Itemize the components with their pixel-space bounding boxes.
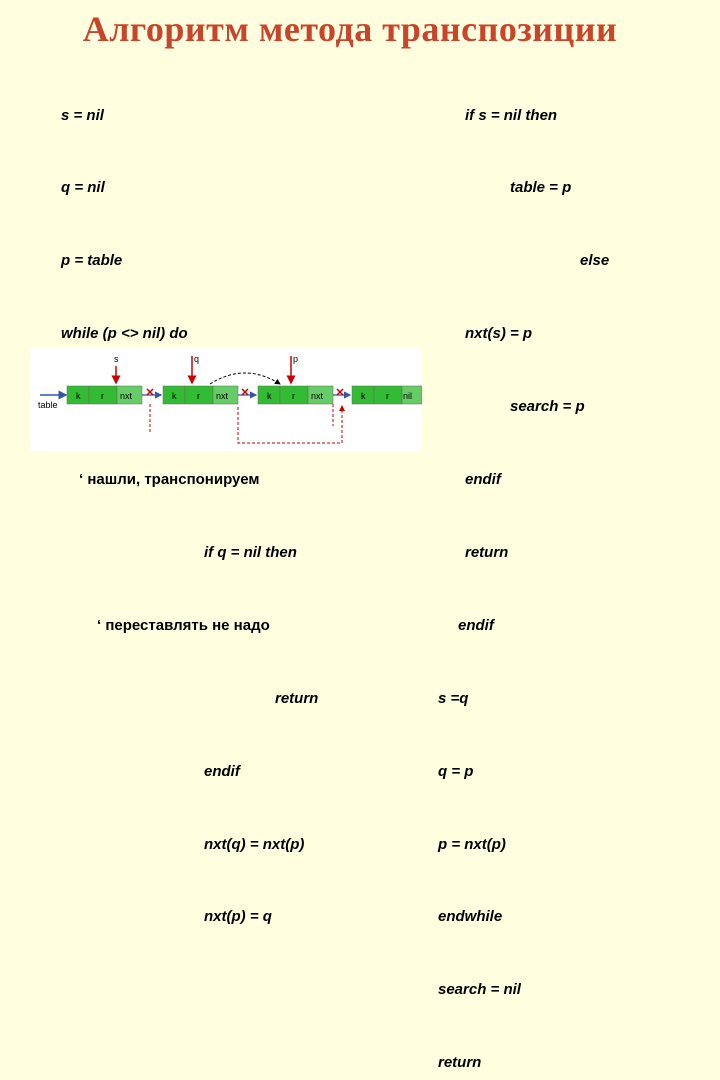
swap-arc bbox=[210, 373, 280, 384]
node-key: k bbox=[361, 391, 366, 401]
code-line: return bbox=[465, 543, 509, 561]
code-line: return bbox=[438, 1054, 482, 1072]
linked-list-diagram bbox=[30, 348, 422, 451]
node-record: r bbox=[101, 391, 104, 401]
code-line: s = nil bbox=[61, 106, 104, 124]
right-code-block bbox=[438, 55, 609, 1080]
node-link: nxt bbox=[120, 391, 133, 401]
code-line: else bbox=[580, 252, 610, 270]
code-comment: ‘ переставлять не надо bbox=[97, 616, 270, 634]
node-key: k bbox=[172, 391, 177, 401]
pointer-label-s: s bbox=[114, 354, 119, 364]
code-comment: ‘ нашли, транспонируем bbox=[79, 471, 260, 489]
code-line: if s = nil then bbox=[465, 106, 558, 124]
pointer-label-p: p bbox=[293, 354, 299, 364]
code-line: search = nil bbox=[438, 981, 521, 999]
code-line: endif bbox=[465, 471, 501, 489]
node-record: r bbox=[197, 391, 200, 401]
node-record: r bbox=[386, 391, 389, 401]
node-link: nil bbox=[403, 391, 413, 401]
node-link: nxt bbox=[311, 391, 324, 401]
code-line: if q = nil then bbox=[204, 543, 297, 561]
code-line: p = nxt(p) bbox=[438, 835, 506, 853]
pointer-label-q: q bbox=[194, 354, 200, 364]
code-line: endif bbox=[458, 616, 494, 634]
code-line: endif bbox=[204, 762, 240, 780]
code-line: endwhile bbox=[438, 908, 503, 926]
node-link: nxt bbox=[216, 391, 229, 401]
list-node bbox=[163, 386, 238, 404]
code-line: table = p bbox=[510, 179, 572, 197]
node-key: k bbox=[267, 391, 272, 401]
code-line: nxt(s) = p bbox=[465, 325, 533, 343]
code-line: q = p bbox=[438, 762, 474, 780]
list-node bbox=[258, 386, 333, 404]
rewire-dashed bbox=[238, 406, 342, 443]
page-title: Алгоритм метода транспозиции bbox=[82, 9, 618, 49]
code-line: while (p <> nil) do bbox=[61, 325, 188, 343]
code-line: search = p bbox=[510, 398, 585, 416]
code-line: s =q bbox=[438, 689, 469, 707]
table-label: table bbox=[38, 400, 58, 410]
code-line: nxt(q) = nxt(p) bbox=[204, 835, 305, 853]
code-line: q = nil bbox=[61, 179, 105, 197]
node-key: k bbox=[76, 391, 81, 401]
left-code-block bbox=[61, 55, 318, 954]
list-node bbox=[67, 386, 142, 404]
code-line: return bbox=[275, 689, 319, 707]
code-line: nxt(p) = q bbox=[204, 908, 272, 926]
node-record: r bbox=[292, 391, 295, 401]
list-node bbox=[352, 386, 422, 404]
code-line: p = table bbox=[61, 252, 123, 270]
